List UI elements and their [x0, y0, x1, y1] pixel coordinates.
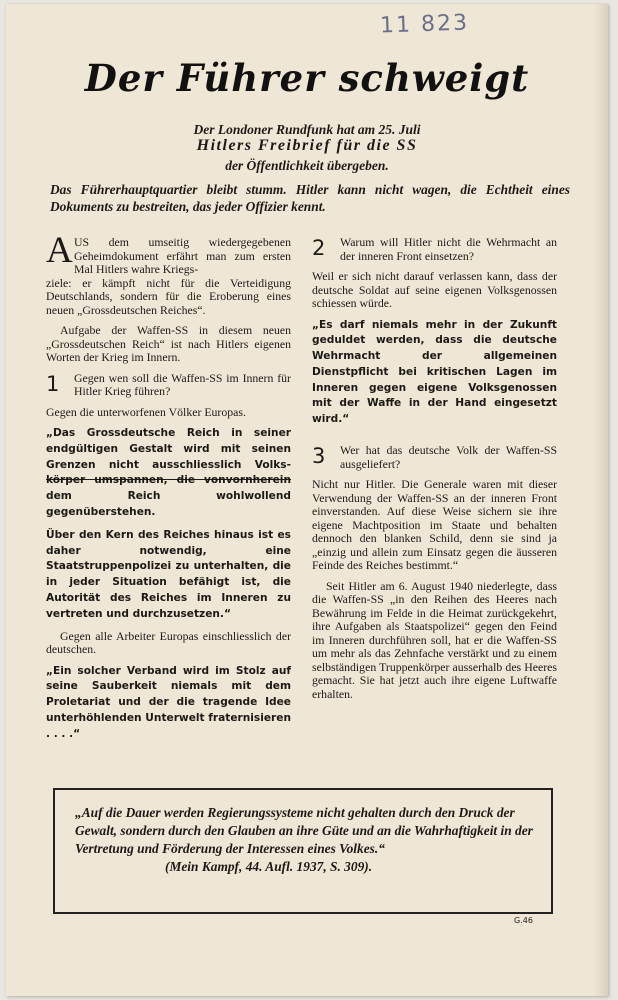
- headline: Der Führer schweigt: [84, 56, 530, 100]
- subheadline-line3: der Öffentlichkeit übergeben.: [225, 158, 389, 173]
- left-column: [46, 230, 291, 750]
- subheadline-line1: Der Londoner Rundfunk hat am 25. Juli: [193, 122, 421, 137]
- mein-kampf-quote-box: [53, 788, 553, 914]
- question-number: 1: [46, 371, 60, 396]
- quote-part: dem Reich wohlwollend gegenüberstehen.: [46, 490, 291, 518]
- answer-2: Weil er sich nicht darauf verlassen kann, dass der deutsche Soldat auf seine eigenen Volksgenossen schiessen würde.: [312, 269, 557, 310]
- subheadline-line2: Hitlers Freibrief für die SS: [196, 137, 418, 154]
- quote-box-content: [75, 804, 535, 876]
- quote-part: „Das Grossdeutsche Reich in seiner endgültigen Gestalt wird mit seinen Grenzen nicht ausschliesslich Volks-: [46, 427, 291, 471]
- leaflet-page: [6, 4, 608, 996]
- question-2: [312, 236, 557, 263]
- quote-staatstruppenpolizei: Über den Kern des Reiches hinaus ist es daher notwendig, eine Staatstruppenpolizei zu unterhalten, die in jeder Situation befähigt ist, die Autorität des Reiches im Inneren zu vertreten und durchzusetzen.“: [46, 528, 291, 620]
- intro-first-lines: US dem umseitig wiedergegebenen Geheimdokument erfährt man zum ersten Mal Hitlers wahre Kriegs-: [74, 235, 291, 276]
- question-3: [312, 444, 557, 471]
- intro-paragraph: [46, 230, 291, 317]
- answer-3: Nicht nur Hitler. Die Generale waren mit dieser Verwendung der Waffen-SS an der inneren Front einverstanden. Auf diese Weise sichern sie ihre eigene Machtposition im Staate und behalten dennoch den blanken Schild, denn sie sind ja „einzig und allein zum Einsatz gegen die äusseren Feinde des Reiches bestimmt.“: [312, 477, 557, 573]
- lead-paragraph: Das Führerhauptquartier bleibt stumm. Hitler kann nicht wagen, die Echtheit eines Dokuments zu bestreiten, das jeder Offizier kennt.: [50, 182, 570, 214]
- paragraph-waffen-ss-task: Aufgabe der Waffen-SS in diesem neuen „Grossdeutschen Reich“ ist nach Hitlers eigenen Worten der Krieg im Innern.: [46, 323, 291, 364]
- question-number: 2: [312, 236, 326, 260]
- leaflet-code: G.46: [514, 916, 533, 925]
- drop-cap: A: [46, 230, 73, 271]
- paragraph-august-1940: Seit Hitler am 6. August 1940 niederlegte, dass die Waffen-SS „in den Reihen des Heeres nach Bewährung im Felde in die Heimat zurückgekehrt, ihre Aufgaben als Staatspolizei“ gegen den Feind im Inneren durchführen soll, hat er die Waffen-SS um mehr als das Zehnfache verstärkt und zu einem selbständigen Truppenkörper ausserhalb des Heeres gemacht. Sie hat jetzt auch ihre eigene Luftwaffe erhalten.: [312, 578, 557, 701]
- right-column: [312, 236, 557, 708]
- box-quote-text: „Auf die Dauer werden Regierungssysteme nicht gehalten durch den Druck der Gewalt, sondern durch den Glauben an ihre Güte und an die Wahrhaftigkeit in der Vertretung und Förderung der Interessen eines Volkes.“: [75, 805, 533, 856]
- archive-number: 11 823: [379, 10, 470, 39]
- box-quote-citation: (Mein Kampf, 44. Aufl. 1937, S. 309).: [165, 859, 373, 874]
- answer-1: Gegen die unterworfenen Völker Europas.: [46, 404, 246, 419]
- question-text: Warum will Hitler nicht die Wehrmacht an der inneren Front einsetzen?: [340, 236, 557, 263]
- question-number: 3: [312, 444, 326, 469]
- paragraph-arbeiter: Gegen alle Arbeiter Europas einschliesslich der deutschen.: [46, 628, 291, 657]
- quote-wehrmacht: „Es darf niemals mehr in der Zukunft geduldet werden, dass die deutsche Wehrmacht der allgemeinen Dienstpflicht bei kritischen Lagen im Inneren gegen eigene Volksgenossen mit der Waffe in der Hand eingesetzt wird.“: [312, 318, 557, 426]
- question-text: Wer hat das deutsche Volk der Waffen-SS ausgeliefert?: [340, 444, 557, 471]
- intro-continuation: ziele: er kämpft nicht für die Verteidigung Deutschlands, sondern für die Eroberung eines neuen „Grossdeutschen Reiches“.: [46, 275, 291, 317]
- question-1: [46, 372, 291, 399]
- question-text: Gegen wen soll die Waffen-SS im Innern für Hitler Krieg führen?: [74, 371, 291, 398]
- quote-verband: „Ein solcher Verband wird im Stolz auf seine Sauberkeit niemals mit dem Proletariat und der die tragende Idee unterhöhlenden Unterwelt fraternisieren . . . .“: [46, 664, 291, 740]
- quote-grossdeutsche-reich: [46, 426, 291, 521]
- quote-struck-part: körper umspannen, die vonvornherein: [46, 474, 291, 487]
